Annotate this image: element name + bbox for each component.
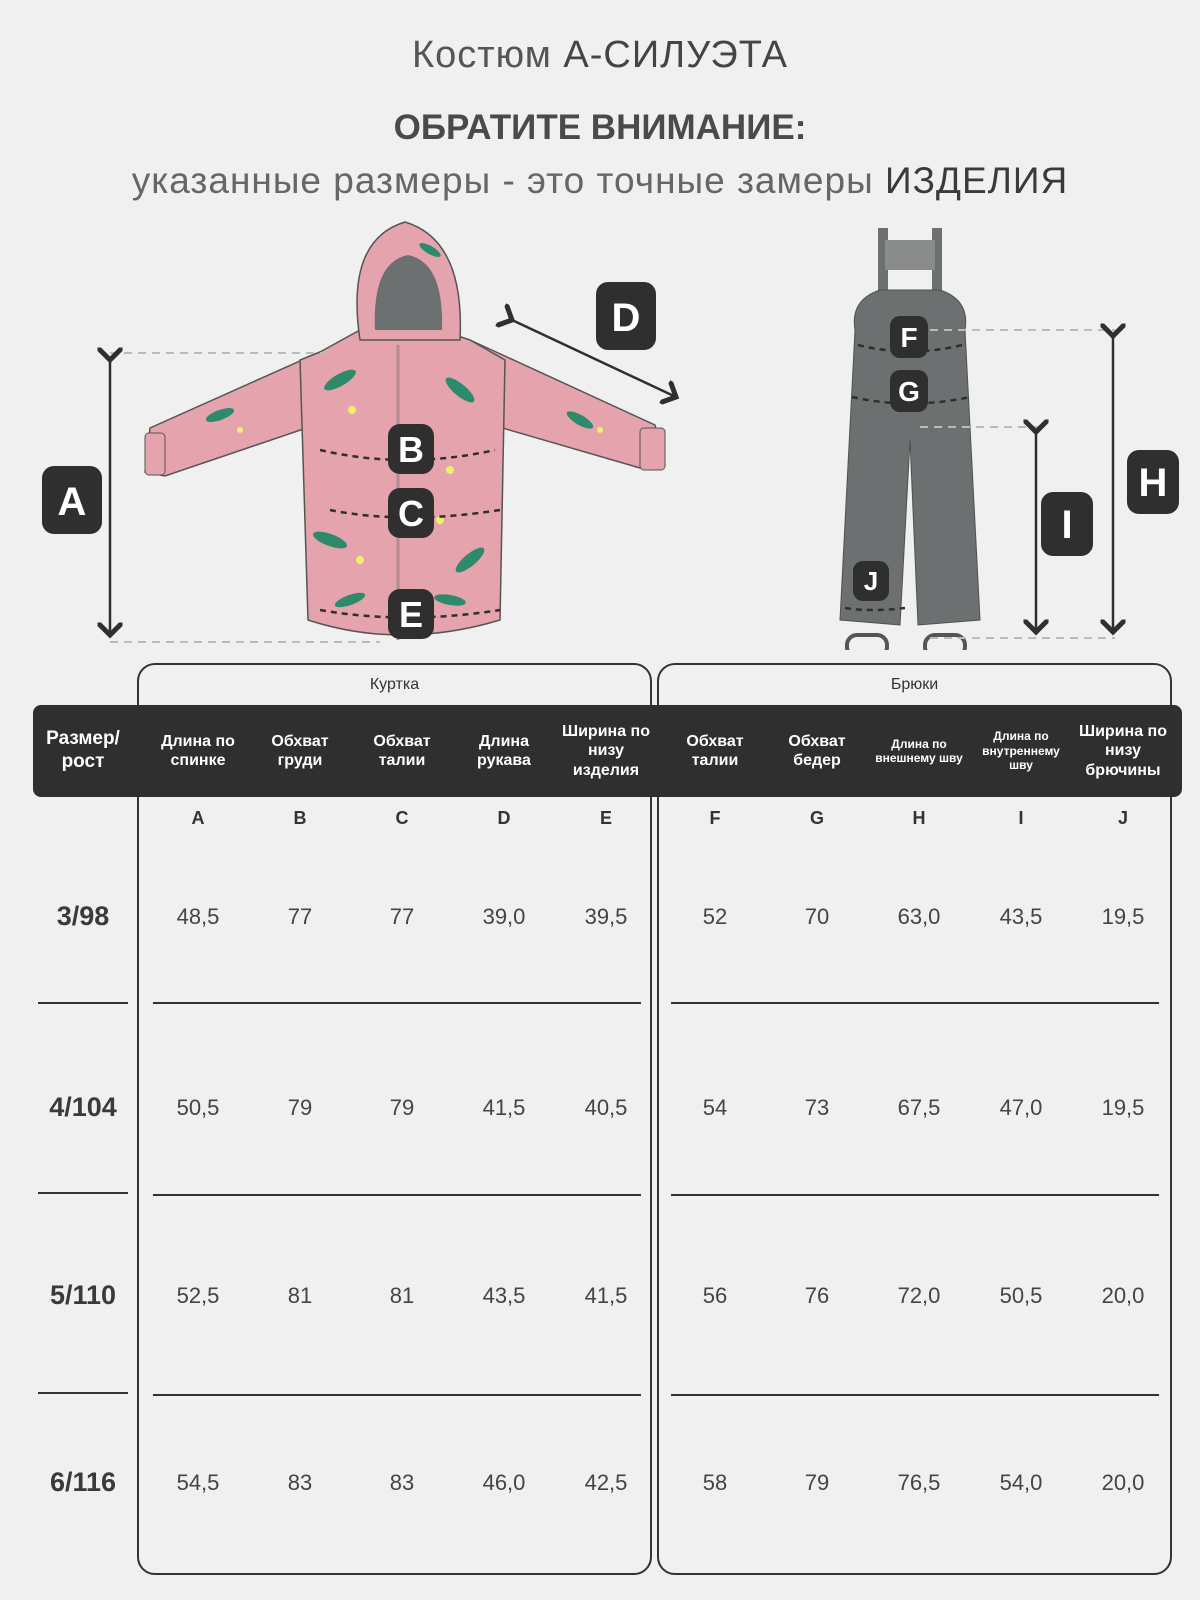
header-c: Обхват талии [373, 732, 431, 769]
svg-text:I: I [1061, 503, 1073, 547]
pants-group-label: Брюки [890, 676, 939, 693]
marker-e-badge [388, 589, 434, 639]
table-cell: 77 [287, 904, 313, 929]
svg-text:D: D [611, 296, 641, 340]
letter-e: E [599, 808, 612, 828]
row-divider [38, 1392, 128, 1394]
table-cell: 76,5 [897, 1470, 941, 1495]
table-cell: 50,5 [999, 1283, 1043, 1308]
table-cell: 43,5 [999, 904, 1043, 929]
row-divider [153, 1002, 641, 1004]
table-cell: 41,5 [482, 1095, 526, 1120]
svg-text:F: F [900, 322, 918, 353]
measurement-illustration [0, 200, 1200, 650]
marker-i-badge [1041, 492, 1093, 556]
row-divider [153, 1394, 641, 1396]
title-bold: А-СИЛУЭТА [563, 34, 789, 76]
table-cell: 41,5 [584, 1283, 628, 1308]
size-label: 6/116 [49, 1467, 117, 1497]
notice-heading: ОБРАТИТЕ ВНИМАНИЕ: [393, 108, 807, 147]
table-cell: 19,5 [1101, 904, 1145, 929]
table-cell: 79 [804, 1470, 830, 1495]
row-divider [38, 1002, 128, 1004]
table-cell: 77 [389, 904, 415, 929]
table-cell: 43,5 [482, 1283, 526, 1308]
table-cell: 48,5 [176, 904, 220, 929]
table-cell: 70 [804, 904, 830, 929]
table-cell: 20,0 [1101, 1470, 1145, 1495]
letter-d: D [497, 808, 511, 828]
marker-f-badge [890, 316, 928, 358]
header-f: Обхват талии [686, 732, 744, 769]
header-g: Обхват бедер [788, 732, 846, 769]
letter-g: G [809, 808, 824, 828]
table-cell: 79 [389, 1095, 415, 1120]
letter-b: B [293, 808, 307, 828]
table-cell: 67,5 [897, 1095, 941, 1120]
row-divider [671, 1394, 1159, 1396]
table-cell: 81 [287, 1283, 313, 1308]
marker-h-badge [1127, 450, 1179, 514]
notice-text-light: указанные размеры - это точные замеры [131, 160, 874, 201]
table-cell: 58 [702, 1470, 728, 1495]
marker-b-badge [388, 424, 434, 474]
row-divider [671, 1002, 1159, 1004]
title-light: Костюм [411, 34, 552, 76]
letter-f: F [709, 808, 721, 828]
table-cell: 83 [389, 1470, 415, 1495]
svg-text:H: H [1138, 461, 1168, 505]
row-divider [671, 1194, 1159, 1196]
row-divider [38, 1192, 128, 1194]
svg-text:A: A [57, 480, 87, 524]
letter-a: A [191, 808, 205, 828]
table-cell: 63,0 [897, 904, 941, 929]
header-j: Ширина по низу брючины [1079, 723, 1167, 779]
table-cell: 19,5 [1101, 1095, 1145, 1120]
header-a: Длина по спинке [161, 732, 235, 769]
table-cell: 54 [702, 1095, 728, 1120]
svg-text:C: C [398, 493, 424, 534]
marker-c-badge [388, 488, 434, 538]
table-cell: 47,0 [999, 1095, 1043, 1120]
table-cell: 50,5 [176, 1095, 220, 1120]
marker-j-badge [853, 561, 889, 601]
letter-c: C [395, 808, 409, 828]
marker-d-badge [596, 282, 656, 350]
table-cell: 73 [804, 1095, 830, 1120]
header-i: Длина по внутреннему шву [982, 729, 1060, 773]
svg-text:G: G [898, 376, 920, 407]
table-cell: 39,0 [482, 904, 526, 929]
table-cell: 83 [287, 1470, 313, 1495]
notice-text-bold: ИЗДЕЛИЯ [884, 160, 1069, 201]
letter-j: J [1117, 808, 1128, 828]
table-cell: 54,5 [176, 1470, 220, 1495]
table-cell: 52,5 [176, 1283, 220, 1308]
row-divider [153, 1194, 641, 1196]
marker-g-badge [890, 370, 928, 412]
marker-a-badge [42, 466, 102, 534]
table-cell: 46,0 [482, 1470, 526, 1495]
header-b: Обхват груди [271, 732, 329, 769]
page-title [0, 34, 1200, 77]
header-d: Длина рукава [477, 732, 531, 769]
header-h: Длина по внешнему шву [875, 736, 963, 765]
table-cell: 81 [389, 1283, 415, 1308]
table-cell: 40,5 [584, 1095, 628, 1120]
table-cell: 79 [287, 1095, 313, 1120]
notice-text [0, 160, 1200, 202]
header-e: Ширина по низу изделия [562, 723, 650, 779]
table-cell: 39,5 [584, 904, 628, 929]
table-cell: 72,0 [897, 1283, 941, 1308]
size-label: 3/98 [56, 901, 110, 931]
svg-text:E: E [398, 594, 424, 635]
table-cell: 76 [804, 1283, 830, 1308]
svg-text:J: J [863, 566, 879, 596]
table-cell: 42,5 [584, 1470, 628, 1495]
size-column-header: Размер/ рост [46, 728, 120, 772]
jacket-group-label: Куртка [369, 676, 420, 693]
table-cell: 52 [702, 904, 728, 929]
size-label: 5/110 [49, 1280, 117, 1310]
table-cell: 56 [702, 1283, 728, 1308]
svg-text:B: B [398, 429, 424, 470]
table-cell: 54,0 [999, 1470, 1043, 1495]
table-cell: 20,0 [1101, 1283, 1145, 1308]
letter-h: H [912, 808, 926, 828]
letter-i: I [1018, 808, 1024, 828]
size-label: 4/104 [49, 1092, 117, 1122]
